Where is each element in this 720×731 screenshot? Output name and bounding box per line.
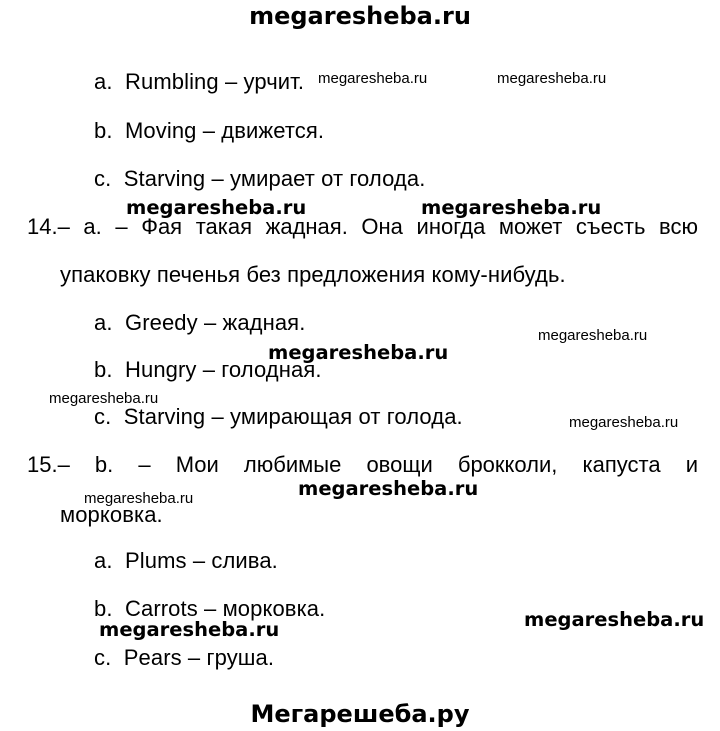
- option-text: Rumbling – урчит.: [125, 69, 305, 94]
- option-letter: a.: [94, 548, 113, 573]
- watermark: megaresheba.ru: [298, 477, 479, 500]
- watermark: megaresheba.ru: [569, 414, 679, 431]
- q13-option-c: [94, 166, 425, 192]
- q14-answer-line1: 14.– a. – Фая такая жадная. Она иногда может съесть всю: [27, 214, 698, 239]
- q15-answer-line2: морковка.: [60, 502, 163, 527]
- q14-option-c: [94, 404, 463, 430]
- watermark: megaresheba.ru: [538, 327, 648, 344]
- q14-option-a: [94, 310, 305, 336]
- watermark: megaresheba.ru: [318, 70, 428, 87]
- q13-option-a: [94, 69, 304, 95]
- q13-option-b: [94, 118, 324, 144]
- watermark: megaresheba.ru: [497, 70, 607, 87]
- option-text: Greedy – жадная.: [125, 310, 306, 335]
- option-letter: c.: [94, 404, 112, 429]
- option-letter: c.: [94, 166, 112, 191]
- watermark: megaresheba.ru: [421, 196, 602, 219]
- option-letter: c.: [94, 645, 112, 670]
- q15-option-a: [94, 548, 278, 574]
- option-text: Starving – умирающая от голода.: [123, 404, 463, 429]
- watermark: megaresheba.ru: [126, 196, 307, 219]
- option-text: Starving – умирает от голода.: [123, 166, 426, 191]
- watermark: megaresheba.ru: [99, 618, 280, 641]
- option-text: Moving – движется.: [125, 118, 325, 143]
- q14-answer-line2: упаковку печенья без предложения кому-нибудь.: [60, 262, 566, 287]
- option-letter: b.: [94, 596, 113, 621]
- option-letter: a.: [94, 69, 113, 94]
- option-text: Hungry – голодная.: [125, 357, 322, 382]
- option-letter: a.: [94, 310, 113, 335]
- site-title: megaresheba.ru: [249, 2, 471, 30]
- option-text: Plums – слива.: [125, 548, 278, 573]
- q15-option-c: [94, 645, 274, 671]
- site-footer-title: Мегарешеба.ру: [250, 700, 470, 728]
- watermark: megaresheba.ru: [49, 390, 159, 407]
- watermark: megaresheba.ru: [524, 608, 705, 631]
- q15-answer-line1: 15.– b. – Мои любимые овощи брокколи, капуста и: [27, 452, 698, 477]
- option-text: Pears – груша.: [123, 645, 275, 670]
- watermark: megaresheba.ru: [84, 490, 194, 507]
- option-letter: b.: [94, 118, 113, 143]
- option-letter: b.: [94, 357, 113, 382]
- option-text: Carrots – морковка.: [125, 596, 326, 621]
- watermark: megaresheba.ru: [268, 341, 449, 364]
